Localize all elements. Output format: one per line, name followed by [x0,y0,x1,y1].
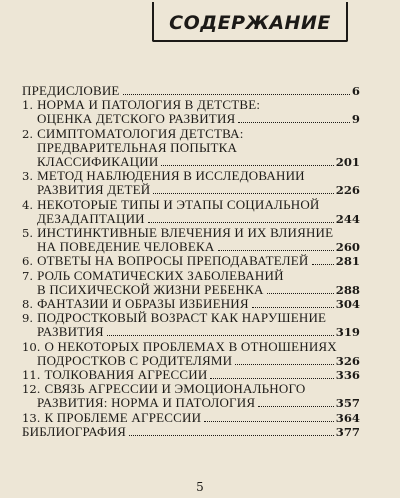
dot-leader [218,250,334,251]
dot-leader [129,435,334,436]
toc-entry-line [22,240,360,254]
dot-leader [238,122,350,123]
chapter-page-number: 260 [335,240,360,255]
toc-entry-line [22,411,360,425]
toc-entry-line [22,340,360,354]
dot-leader [235,364,334,365]
chapter-heading: ПОДРОСТКОВ С РОДИТЕЛЯМИ [37,352,233,368]
chapter-heading: РАЗВИТИЯ: НОРМА И ПАТОЛОГИЯ [37,395,256,411]
chapter-heading: В ПСИХИЧЕСКОЙ ЖИЗНИ РЕБЕНКА [37,281,264,297]
toc-entry-line [22,112,360,126]
chapter-number: 2. [22,126,34,141]
toc-entry-line [22,127,360,141]
toc-entry-line [22,269,360,283]
dot-leader [258,406,334,407]
chapter-heading: РАЗВИТИЯ ДЕТЕЙ [37,182,151,198]
toc-entry-line [22,396,360,410]
chapter-heading: КЛАССИФИКАЦИИ [37,154,159,170]
toc-entry [22,297,360,311]
dot-leader [267,293,334,294]
toc-entry-line [22,183,360,197]
toc-entry [22,226,360,254]
toc-entry-line [22,212,360,226]
chapter-heading: НЕКОТОРЫЕ ТИПЫ И ЭТАПЫ СОЦИАЛЬНОЙ [37,196,320,212]
toc-entry-line [22,98,360,112]
chapter-heading: ОЦЕНКА ДЕТСКОГО РАЗВИТИЯ [37,111,236,127]
dot-leader [252,307,334,308]
toc-entry [22,84,360,98]
chapter-heading: НОРМА И ПАТОЛОГИЯ В ДЕТСТВЕ: [37,97,261,113]
chapter-heading: ТОЛКОВАНИЯ АГРЕССИИ [44,367,208,383]
page-number: 5 [196,480,204,494]
dot-leader [312,264,334,265]
chapter-number: 11. [22,368,41,383]
toc-entry-line [22,155,360,169]
toc-entry-line [22,141,360,155]
chapter-page-number: 364 [335,410,360,425]
chapter-number: 7. [22,268,34,283]
table-of-contents [22,84,360,439]
page-title: СОДЕРЖАНИЕ [169,12,331,34]
dot-leader [153,193,333,194]
toc-entry [22,425,360,439]
chapter-page-number: 377 [335,424,360,439]
toc-entry [22,269,360,297]
chapter-heading: БИБЛИОГРАФИЯ [22,423,126,439]
chapter-page-number: 226 [335,183,360,198]
chapter-page-number: 244 [335,211,360,226]
title-frame [152,2,348,42]
chapter-heading: РОЛЬ СОМАТИЧЕСКИХ ЗАБОЛЕВАНИЙ [37,267,284,283]
toc-entry-line [22,283,360,297]
toc-entry-line [22,325,360,339]
chapter-heading: ИНСТИНКТИВНЫЕ ВЛЕЧЕНИЯ И ИХ ВЛИЯНИЕ [37,225,334,241]
chapter-page-number: 357 [335,396,360,411]
toc-entry-line [22,297,360,311]
chapter-heading: СВЯЗЬ АГРЕССИИ И ЭМОЦИОНАЛЬНОГО [44,381,306,397]
toc-entry-line [22,368,360,382]
chapter-heading: ПРЕДВАРИТЕЛЬНАЯ ПОПЫТКА [37,139,238,155]
toc-entry [22,311,360,339]
chapter-number: 13. [22,410,41,425]
chapter-number: 6. [22,254,34,269]
dot-leader [210,378,333,379]
chapter-heading: ДЕЗАДАПТАЦИИ [37,210,145,226]
chapter-number: 3. [22,169,34,184]
chapter-number: 9. [22,311,34,326]
chapter-page-number: 336 [335,368,360,383]
toc-entry-line [22,84,360,98]
chapter-page-number: 6 [351,84,360,98]
toc-entry [22,254,360,268]
toc-entry [22,340,360,368]
toc-entry-line [22,169,360,183]
dot-leader [204,421,334,422]
toc-entry-line [22,226,360,240]
chapter-number: 1. [22,98,34,113]
toc-entry [22,382,360,410]
toc-entry [22,169,360,197]
chapter-number: 8. [22,297,34,312]
dot-leader [123,94,350,95]
toc-entry-line [22,311,360,325]
toc-entry-line [22,198,360,212]
chapter-heading: К ПРОБЛЕМЕ АГРЕССИИ [44,409,202,425]
chapter-heading: РАЗВИТИЯ [37,324,104,340]
dot-leader [161,165,333,166]
toc-entry [22,198,360,226]
chapter-heading: МЕТОД НАБЛЮДЕНИЯ В ИССЛЕДОВАНИИ [37,168,305,184]
chapter-page-number: 304 [335,297,360,312]
chapter-page-number: 9 [351,112,360,127]
chapter-heading: ПОДРОСТКОВЫЙ ВОЗРАСТ КАК НАРУШЕНИЕ [37,310,327,326]
chapter-page-number: 326 [335,353,360,368]
toc-entry-line [22,254,360,268]
toc-entry [22,368,360,382]
chapter-page-number: 281 [335,254,360,269]
toc-entry [22,411,360,425]
chapter-heading: НА ПОВЕДЕНИЕ ЧЕЛОВЕКА [37,239,215,255]
chapter-number: 4. [22,197,34,212]
chapter-heading: ОТВЕТЫ НА ВОПРОСЫ ПРЕПОДАВАТЕЛЕЙ [37,253,309,269]
toc-entry-line [22,354,360,368]
chapter-page-number: 319 [335,325,360,340]
chapter-heading: СИМПТОМАТОЛОГИЯ ДЕТСТВА: [37,125,244,141]
chapter-heading: О НЕКОТОРЫХ ПРОБЛЕМАХ В ОТНОШЕНИЯХ [44,338,337,354]
toc-entry-line [22,382,360,396]
chapter-page-number: 288 [335,282,360,297]
chapter-heading: ФАНТАЗИИ И ОБРАЗЫ ИЗБИЕНИЯ [37,296,249,312]
toc-entry-line [22,425,360,439]
chapter-number: 5. [22,226,34,241]
toc-entry [22,127,360,170]
dot-leader [148,222,334,223]
chapter-number: 12. [22,382,41,397]
chapter-number: 10. [22,339,41,354]
chapter-heading: ПРЕДИСЛОВИЕ [22,83,120,98]
dot-leader [107,335,334,336]
chapter-page-number: 201 [335,155,360,170]
toc-entry [22,98,360,126]
